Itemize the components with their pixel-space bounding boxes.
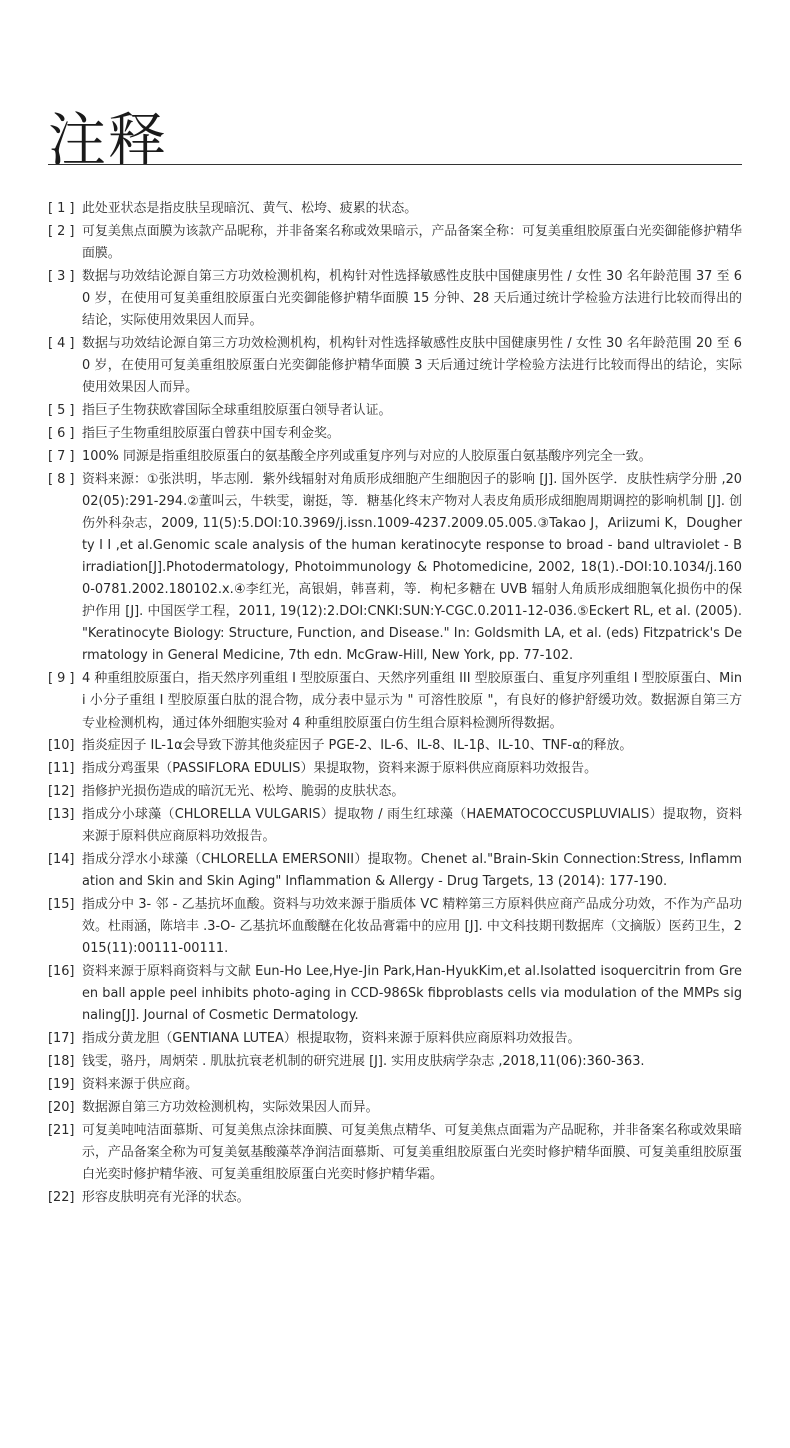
note-16 xyxy=(48,961,742,1027)
note-1 xyxy=(48,198,742,220)
note-text: 指炎症因子 IL-1α会导致下游其他炎症因子 PGE-2、IL-6、IL-8、IL-1β、IL-10、TNF-α的释放。 xyxy=(82,738,633,754)
note-number: [15] xyxy=(48,897,75,913)
note-17 xyxy=(48,1028,742,1050)
note-number: [ 8 ] xyxy=(48,471,75,487)
note-22 xyxy=(48,1187,742,1209)
note-number: [21] xyxy=(48,1122,75,1138)
note-text: 资料来源于供应商。 xyxy=(82,1077,199,1092)
note-number: [ 7 ] xyxy=(48,448,75,464)
note-number: [ 4 ] xyxy=(48,335,75,351)
note-number: [ 5 ] xyxy=(48,403,75,419)
note-9 xyxy=(48,668,742,734)
page-title: 注释 xyxy=(48,106,169,174)
note-number: [20] xyxy=(48,1099,75,1115)
note-14 xyxy=(48,849,742,893)
note-text: 形容皮肤明亮有光泽的状态。 xyxy=(82,1189,250,1205)
note-number: [18] xyxy=(48,1054,75,1070)
note-text: 100% 同源是指重组胶原蛋白的氨基酸全序列或重复序列与对应的人胶原蛋白氨基酸序列完全一致。 xyxy=(82,448,652,464)
note-text: 可复美焦点面膜为该款产品昵称，并非备案名称或效果暗示，产品备案全称：可复美重组胶原蛋白光奕御能修护精华面膜。 xyxy=(82,223,742,261)
note-text: 资料来源：①张洪明，毕志刚．紫外线辐射对角质形成细胞产生细胞因子的影响 [J]. 国外医学．皮肤性病学分册 ,2002(05):291-294.②董叫云，牛轶雯，谢挺，等．糖基化终末产物对人表皮角质形成细胞周期调控的影响机制 [J]. 创伤外科杂志，2009, 11(5):5.DOI:10.3969/j.issn.1009-4237.2009.05.005.③Takao J，Ariizumi K，Dougherty I I ,et al.Genomic scale analysis of the human keratinocyte response to broad - band ultraviolet - B irradiation[J].Photodermatology, Photoimmunology & Photomedicine, 2002, 18(1).-DOI:10.1034/j.1600-0781.2002.180102.x.④李红光，高银娟，韩喜莉，等．枸杞多糖在 UVB 辐射人角质形成细胞氧化损伤中的保护作用 [J]. 中国医学工程，2011, 19(12):2.DOI:CNKI:SUN:Y-CGC.0.2011-12-036.⑤Eckert RL, et al. (2005). "Keratinocyte Biology: Structure, Function, and Disease." In: Goldsmith LA, et al. (eds) Fitzpatrick's Dermatology in General Medicine, 7th edn. McGraw-Hill, New York, pp. 77-102. xyxy=(82,471,742,664)
note-15 xyxy=(48,894,742,960)
note-text: 可复美吨吨洁面慕斯、可复美焦点涂抹面膜、可复美焦点精华、可复美焦点面霜为产品昵称，并非备案名称或效果暗示，产品备案全称为可复美氨基酸藻萃净润洁面慕斯、可复美重组胶原蛋白光奕时修护精华面膜、可复美重组胶原蛋白光奕时修护精华液、可复美重组胶原蛋白光奕时修护精华霜。 xyxy=(82,1122,742,1182)
note-number: [14] xyxy=(48,852,75,868)
note-2 xyxy=(48,221,742,265)
note-11 xyxy=(48,758,742,780)
note-text: 4 种重组胶原蛋白，指天然序列重组 I 型胶原蛋白、天然序列重组 III 型胶原蛋白、重复序列重组 I 型胶原蛋白、Mini 小分子重组 I 型胶原蛋白肽的混合物，成分表中显示为 " 可溶性胶原 "，有良好的修护舒缓功效。数据源自第三方专业检测机构，通过体外细胞实验对 4 种重组胶原蛋白仿生组合原料检测所得数据。 xyxy=(82,671,742,731)
note-text: 指成分鸡蛋果（PASSIFLORA EDULIS）果提取物，资料来源于原料供应商原料功效报告。 xyxy=(82,761,597,777)
note-number: [ 1 ] xyxy=(48,201,75,216)
note-text: 指成分黄龙胆（GENTIANA LUTEA）根提取物，资料来源于原料供应商原料功效报告。 xyxy=(82,1031,581,1047)
note-18 xyxy=(48,1051,742,1073)
note-10 xyxy=(48,735,742,757)
note-number: [ 2 ] xyxy=(48,223,75,239)
note-text: 指成分浮水小球藻（CHLORELLA EMERSONII）提取物。Chenet al."Brain-Skin Connection:Stress, Inflammation and Skin and Skin Aging" Inflammation & Allergy - Drug Targets, 13 (2014): 177-190. xyxy=(82,852,742,890)
note-19 xyxy=(48,1074,742,1096)
note-text: 指成分小球藻（CHLORELLA VULGARIS）提取物 / 雨生红球藻（HAEMATOCOCCUSPLUVIALIS）提取物，资料来源于原料供应商原料功效报告。 xyxy=(82,807,742,845)
note-text: 指修护光损伤造成的暗沉无光、松垮、脆弱的皮肤状态。 xyxy=(82,784,405,800)
note-6 xyxy=(48,423,742,445)
note-5 xyxy=(48,400,742,422)
note-text: 数据与功效结论源自第三方功效检测机构，机构针对性选择敏感性皮肤中国健康男性 / 女性 30 名年龄范围 20 至 60 岁，在使用可复美重组胶原蛋白光奕御能修护精华面膜 3 天后通过统计学检验方法进行比较而得出的结论，实际使用效果因人而异。 xyxy=(82,335,742,396)
note-3 xyxy=(48,266,742,332)
title-divider xyxy=(48,164,742,165)
note-8 xyxy=(48,469,742,668)
note-text: 数据源自第三方功效检测机构，实际效果因人而异。 xyxy=(82,1099,379,1115)
note-text: 数据与功效结论源自第三方功效检测机构，机构针对性选择敏感性皮肤中国健康男性 / 女性 30 名年龄范围 37 至 60 岁，在使用可复美重组胶原蛋白光奕御能修护精华面膜 15 分钟、28 天后通过统计学检验方法进行比较而得出的结论，实际使用效果因人而异。 xyxy=(82,268,742,329)
note-text: 指成分中 3- 邻 - 乙基抗坏血酸。资料与功效来源于脂质体 VC 精粹第三方原料供应商产品成分功效，不作为产品功效。杜雨涵，陈培丰 .3-O- 乙基抗坏血酸醚在化妆品膏霜中的应用 [J]. 中文科技期刊数据库（文摘版）医药卫生，2015(11):00111-00111. xyxy=(82,897,742,957)
note-number: [13] xyxy=(48,807,75,823)
note-number: [11] xyxy=(48,761,75,777)
note-number: [12] xyxy=(48,784,75,800)
note-number: [16] xyxy=(48,964,75,980)
note-number: [17] xyxy=(48,1031,75,1047)
note-21 xyxy=(48,1120,742,1186)
notes-list xyxy=(48,198,742,1210)
note-7 xyxy=(48,446,742,468)
note-number: [10] xyxy=(48,738,75,754)
note-text: 资料来源于原料商资料与文献 Eun-Ho Lee,Hye-Jin Park,Han-HyukKim,et al.Isolatted isoquercitrin from Green ball apple peel inhibits photo-aging in CCD-986Sk fibproblasts cells via modulation of the MMPs signaling[J]. Journal of Cosmetic Dermatology. xyxy=(82,964,742,1024)
note-number: [ 6 ] xyxy=(48,425,75,441)
note-13 xyxy=(48,804,742,848)
note-number: [ 3 ] xyxy=(48,268,75,284)
note-12 xyxy=(48,781,742,803)
note-text: 钱雯，骆丹，周炳荣 . 肌肽抗衰老机制的研究进展 [J]. 实用皮肤病学杂志 ,2018,11(06):360-363. xyxy=(82,1054,645,1070)
note-number: [ 9 ] xyxy=(48,671,75,687)
note-number: [22] xyxy=(48,1189,75,1205)
note-text: 此处亚状态是指皮肤呈现暗沉、黄气、松垮、疲累的状态。 xyxy=(82,201,418,216)
note-number: [19] xyxy=(48,1077,75,1092)
note-4 xyxy=(48,333,742,399)
note-text: 指巨子生物重组胶原蛋白曾获中国专利金奖。 xyxy=(82,425,340,441)
note-20 xyxy=(48,1097,742,1119)
note-text: 指巨子生物获欧睿国际全球重组胶原蛋白领导者认证。 xyxy=(82,403,392,419)
